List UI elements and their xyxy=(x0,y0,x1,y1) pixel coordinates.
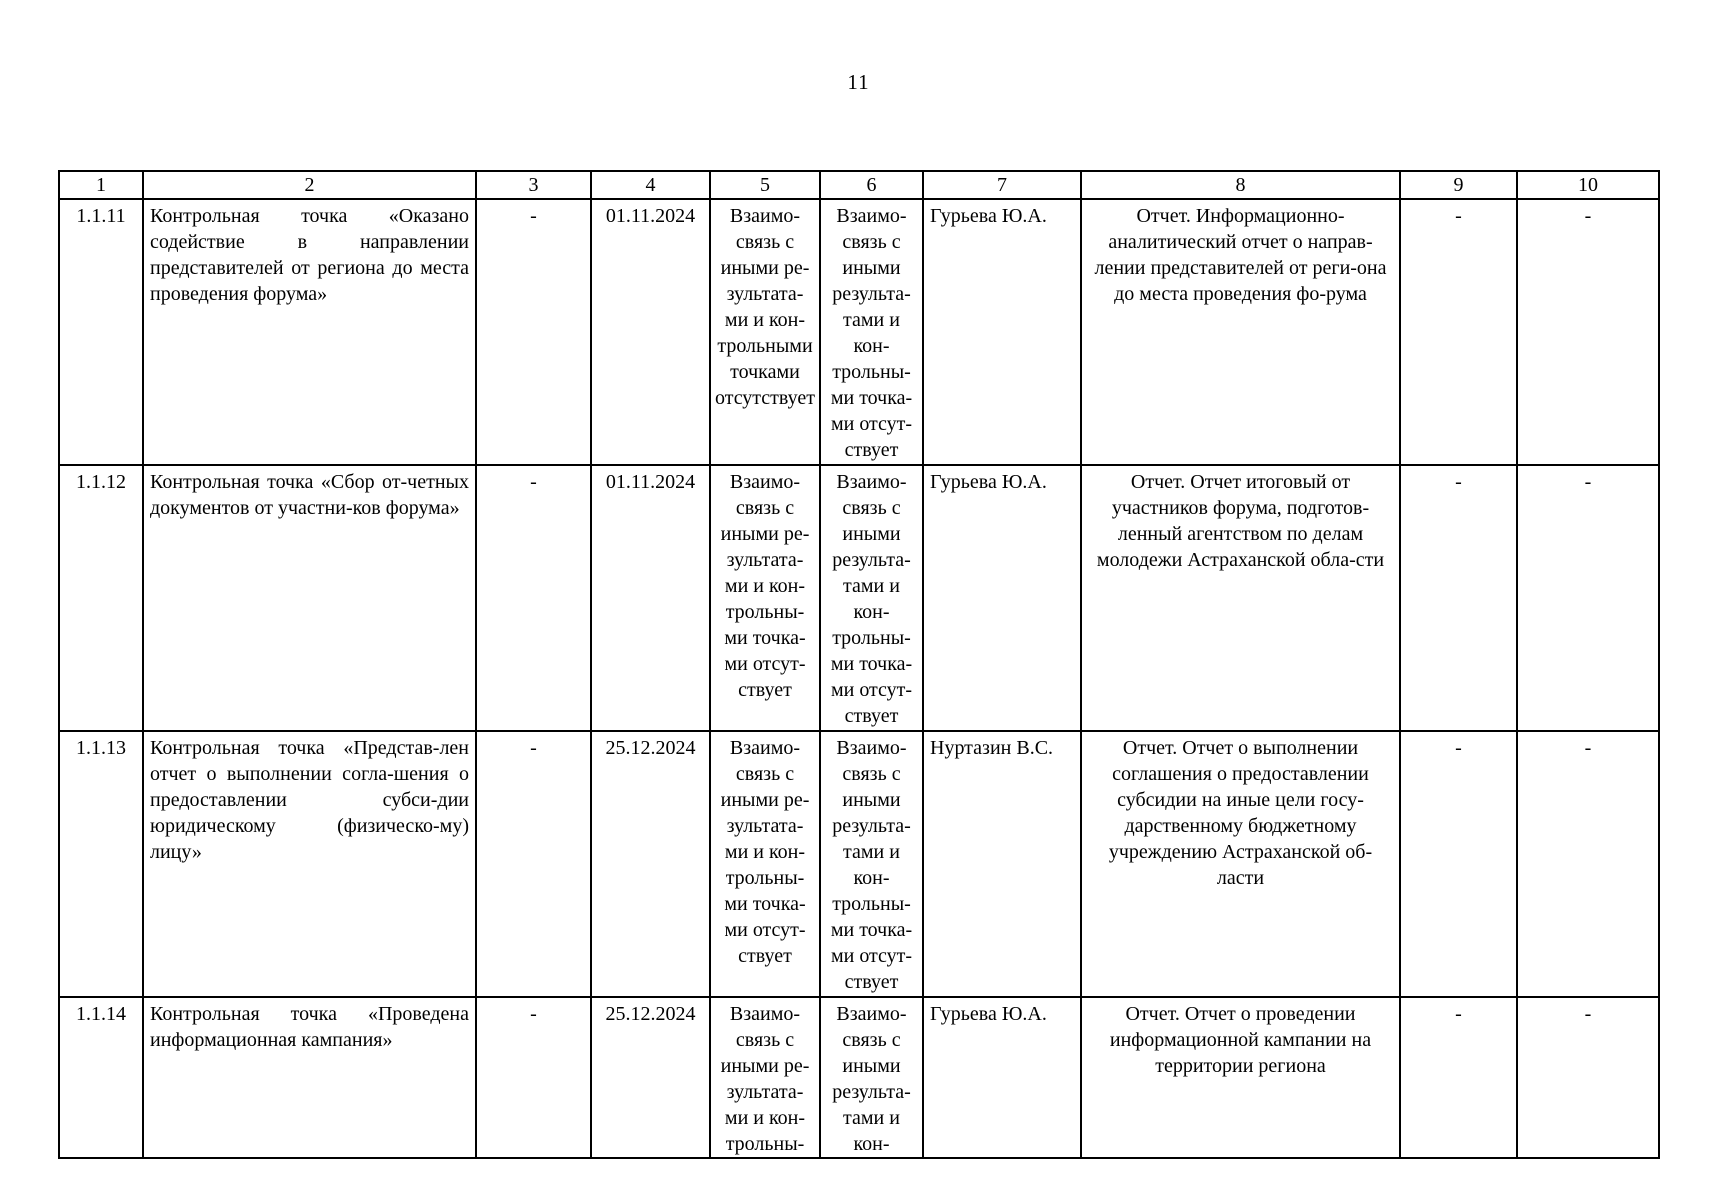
control-point-name: Контрольная точка «Оказано содействие в направлении представителей от региона до места проведения форума» xyxy=(143,199,476,465)
confirming-document: Отчет. Отчет о проведении информационной кампании на территории региона xyxy=(1081,997,1400,1158)
control-point-name: Контрольная точка «Проведена информационная кампания» xyxy=(143,997,476,1158)
column-header: 7 xyxy=(923,171,1081,199)
predecessor-relation: Взаимо- связь с иными ре- зультата- ми и кон- трольными точками отсутствует xyxy=(710,199,820,465)
control-point-name: Контрольная точка «Представ-лен отчет о выполнении согла-шения о предоставлении субси-дии юридическому (физическо-му) лицу» xyxy=(143,731,476,997)
column-header: 10 xyxy=(1517,171,1659,199)
row-number: 1.1.12 xyxy=(59,465,143,731)
cell-col3: - xyxy=(476,997,591,1158)
confirming-document: Отчет. Отчет итоговый от участников форума, подготов-ленный агентством по делам молодежи Астраханской обла-сти xyxy=(1081,465,1400,731)
table-header-row xyxy=(59,171,1659,199)
column-header: 8 xyxy=(1081,171,1400,199)
predecessor-relation: Взаимо- связь с иными ре- зультата- ми и кон- трольны- xyxy=(710,997,820,1158)
responsible-person: Нуртазин В.С. xyxy=(923,731,1081,997)
successor-relation: Взаимо- связь с иными результа- тами и кон- трольны- ми точка- ми отсут- ствует xyxy=(820,465,923,731)
deadline-date: 25.12.2024 xyxy=(591,731,710,997)
column-header: 9 xyxy=(1400,171,1517,199)
page-number: 11 xyxy=(847,70,870,94)
cell-col10: - xyxy=(1517,731,1659,997)
predecessor-relation: Взаимо- связь с иными ре- зультата- ми и кон- трольны- ми точка- ми отсут- ствует xyxy=(710,465,820,731)
cell-col3: - xyxy=(476,465,591,731)
deadline-date: 01.11.2024 xyxy=(591,199,710,465)
predecessor-relation: Взаимо- связь с иными ре- зультата- ми и кон- трольны- ми точка- ми отсут- ствует xyxy=(710,731,820,997)
deadline-date: 25.12.2024 xyxy=(591,997,710,1158)
successor-relation: Взаимо- связь с иными результа- тами и кон- трольны- ми точка- ми отсут- ствует xyxy=(820,199,923,465)
cell-col9: - xyxy=(1400,199,1517,465)
cell-col10: - xyxy=(1517,997,1659,1158)
column-header: 2 xyxy=(143,171,476,199)
cell-col10: - xyxy=(1517,199,1659,465)
cell-col9: - xyxy=(1400,731,1517,997)
row-number: 1.1.14 xyxy=(59,997,143,1158)
responsible-person: Гурьева Ю.А. xyxy=(923,199,1081,465)
column-header: 1 xyxy=(59,171,143,199)
column-header: 6 xyxy=(820,171,923,199)
responsible-person: Гурьева Ю.А. xyxy=(923,465,1081,731)
cell-col3: - xyxy=(476,199,591,465)
responsible-person: Гурьева Ю.А. xyxy=(923,997,1081,1158)
cell-col9: - xyxy=(1400,465,1517,731)
successor-relation: Взаимо- связь с иными результа- тами и кон- трольны- ми точка- ми отсут- ствует xyxy=(820,731,923,997)
control-points-table xyxy=(58,170,1660,1159)
row-number: 1.1.11 xyxy=(59,199,143,465)
control-point-name: Контрольная точка «Сбор от-четных документов от участни-ков форума» xyxy=(143,465,476,731)
column-header: 5 xyxy=(710,171,820,199)
cell-col10: - xyxy=(1517,465,1659,731)
deadline-date: 01.11.2024 xyxy=(591,465,710,731)
row-number: 1.1.13 xyxy=(59,731,143,997)
successor-relation: Взаимо- связь с иными результа- тами и кон- xyxy=(820,997,923,1158)
table-row xyxy=(59,731,1659,997)
cell-col3: - xyxy=(476,731,591,997)
confirming-document: Отчет. Отчет о выполнении соглашения о предоставлении субсидии на иные цели госу-дарственному бюджетному учреждению Астраханской об-ласти xyxy=(1081,731,1400,997)
table-row xyxy=(59,199,1659,465)
column-header: 4 xyxy=(591,171,710,199)
column-header: 3 xyxy=(476,171,591,199)
cell-col9: - xyxy=(1400,997,1517,1158)
table-row xyxy=(59,997,1659,1158)
confirming-document: Отчет. Информационно-аналитический отчет о направ-лении представителей от реги-она до места проведения фо-рума xyxy=(1081,199,1400,465)
table-row xyxy=(59,465,1659,731)
